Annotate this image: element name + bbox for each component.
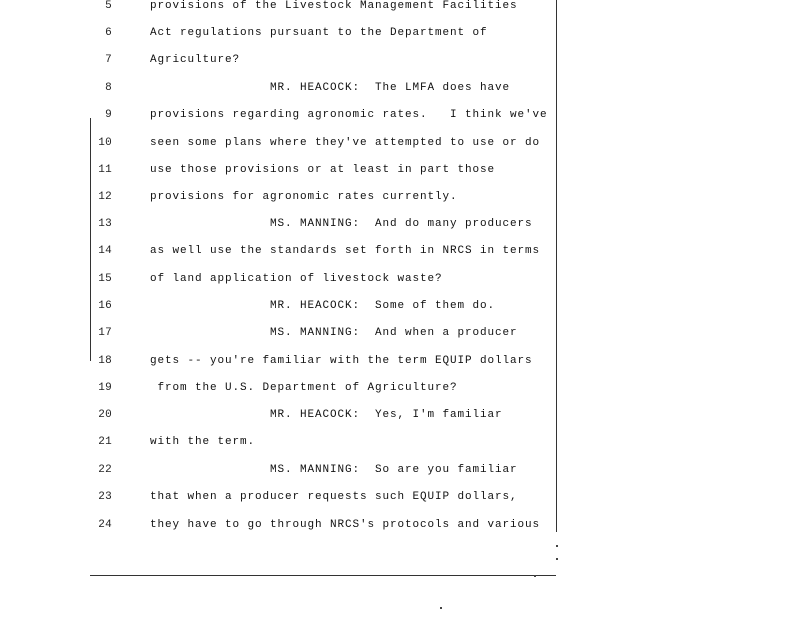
line-number: 14 [98,245,112,257]
transcript-line: seen some plans where they've attempted to use or do [150,137,541,149]
scan-speck [556,558,558,560]
transcript-line: use those provisions or at least in part those [150,164,496,176]
transcript-line: MR. HEACOCK: The LMFA does have [150,82,511,94]
line-number: 9 [105,109,112,121]
transcript-line: provisions regarding agronomic rates. I think we've [150,109,548,121]
scan-speck [534,575,536,577]
transcript-line: MS. MANNING: So are you familiar [150,464,518,476]
transcript-line: provisions of the Livestock Management Facilities [150,0,518,12]
line-number: 11 [98,164,112,176]
line-number: 10 [98,137,112,149]
line-number: 24 [98,519,112,531]
transcript-line: of land application of livestock waste? [150,273,443,285]
bottom-rule [90,575,556,576]
transcript-line: MS. MANNING: And when a producer [150,327,518,339]
line-number: 19 [98,382,112,394]
right-margin-rule [556,0,557,532]
line-number: 5 [105,0,112,12]
scan-speck [556,545,558,547]
line-number: 23 [98,491,112,503]
scan-speck [440,607,442,609]
line-number: 8 [105,82,112,94]
transcript-line: as well use the standards set forth in NRCS in terms [150,245,541,257]
line-number: 20 [98,409,112,421]
transcript-line: provisions for agronomic rates currently. [150,191,458,203]
line-number: 18 [98,355,112,367]
transcript-line: with the term. [150,436,256,448]
transcript-line: from the U.S. Department of Agriculture? [150,382,458,394]
transcript-line: they have to go through NRCS's protocols and various [150,519,541,531]
transcript-line: MR. HEACOCK: Some of them do. [150,300,496,312]
transcript-line: MR. HEACOCK: Yes, I'm familiar [150,409,503,421]
transcript-line: MS. MANNING: And do many producers [150,218,533,230]
transcript-line: that when a producer requests such EQUIP dollars, [150,491,518,503]
line-number: 21 [98,436,112,448]
transcript-line: Act regulations pursuant to the Department of [150,27,488,39]
line-number: 12 [98,191,112,203]
line-number: 6 [105,27,112,39]
line-number: 7 [105,54,112,66]
line-number: 13 [98,218,112,230]
line-number: 17 [98,327,112,339]
transcript-line: gets -- you're familiar with the term EQUIP dollars [150,355,533,367]
line-number: 15 [98,273,112,285]
line-number: 22 [98,464,112,476]
left-margin-rule [90,118,91,361]
line-number: 16 [98,300,112,312]
transcript-line: Agriculture? [150,54,241,66]
